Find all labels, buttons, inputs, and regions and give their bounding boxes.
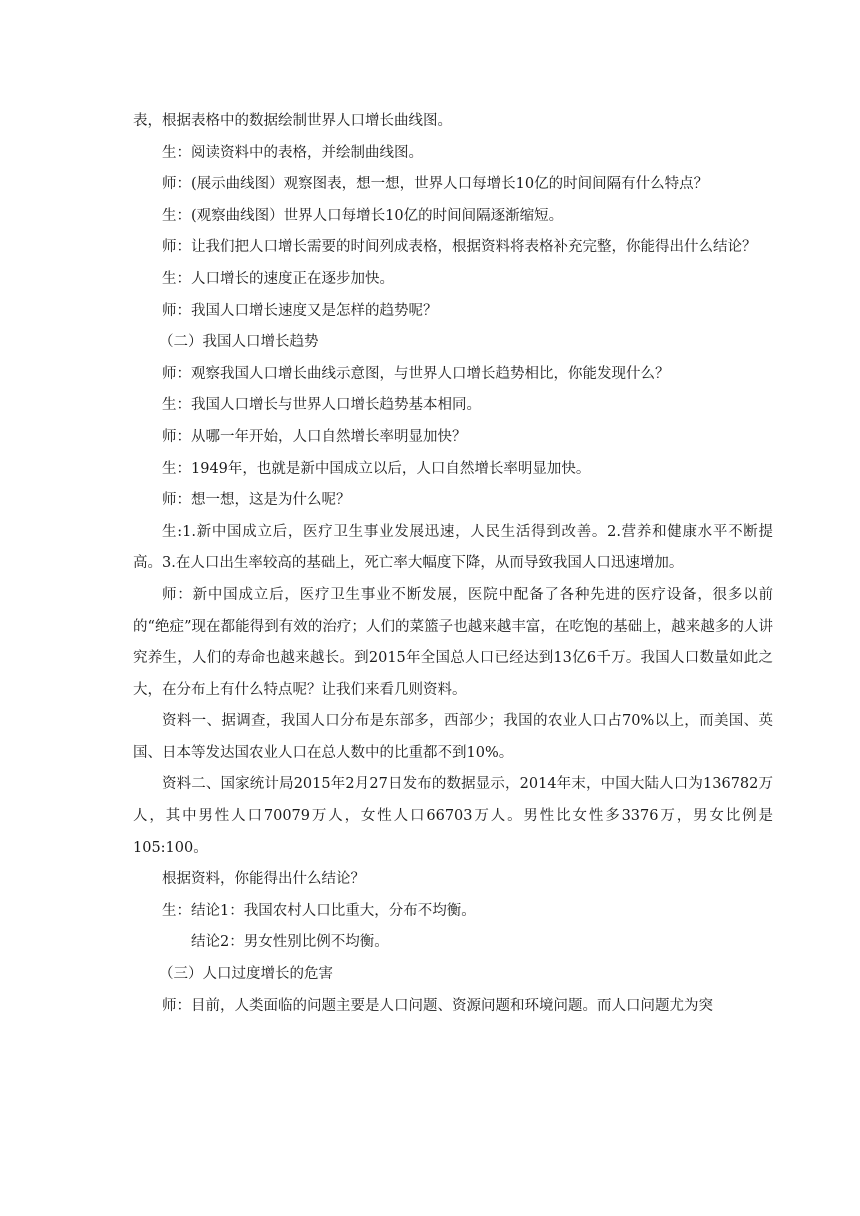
section-heading-china-trend: （二）我国人口增长趋势	[159, 334, 319, 351]
paragraph-student-reading: 生：阅读资料中的表格，并绘制曲线图。	[162, 144, 423, 161]
paragraph-conclusion-one: 生：结论1：我国农村人口比重大，分布不均衡。	[162, 902, 476, 919]
paragraph-student-speed: 生：人口增长的速度正在逐步加快。	[162, 270, 394, 287]
paragraph-student-1949: 生：1949年，也就是新中国成立以后，人口自然增长率明显加快。	[162, 460, 591, 477]
paragraph-student-observe: 生：(观察曲线图）世界人口每增长10亿的时间间隔逐渐缩短。	[162, 207, 564, 224]
paragraph-student-same: 生：我国人口增长与世界人口增长趋势基本相同。	[162, 397, 481, 414]
paragraph-question-conclusion: 根据资料，你能得出什么结论？	[162, 871, 365, 888]
paragraph-student-reasons: 生:1.新中国成立后，医疗卫生事业发展迅速，人民生活得到改善。2.营养和健康水平不断提高。3.在人口出生率较高的基础上，死亡率大幅度下降，从而导致我国人口迅速增加。	[133, 523, 773, 572]
paragraph-material-one: 资料一、据调查，我国人口分布是东部多，西部少；我国的农业人口占70%以上，而美国、英国、日本等发达国农业人口在总人数中的比重都不到10%。	[133, 713, 773, 761]
paragraph-continuation: 表，根据表格中的数据绘制世界人口增长曲线图。	[133, 113, 452, 129]
paragraph-teacher-observe: 师：观察我国人口增长曲线示意图，与世界人口增长趋势相比，你能发现什么？	[162, 365, 670, 382]
paragraph-teacher-problems: 师：目前，人类面临的问题主要是人口问题、资源问题和环境问题。而人口问题尤为突	[162, 997, 713, 1014]
paragraph-teacher-year: 师：从哪一年开始，人口自然增长率明显加快？	[162, 428, 467, 445]
paragraph-teacher-chart: 师：(展示曲线图）观察图表，想一想，世界人口每增长10亿的时间间隔有什么特点？	[162, 176, 709, 193]
section-heading-harm: （三）人口过度增长的危害	[159, 966, 333, 983]
paragraph-teacher-medical: 师：新中国成立后，医疗卫生事业不断发展，医院中配备了各种先进的医疗设备，很多以前的“绝症”现在都能得到有效的治疗；人们的菜篮子也越来越丰富，在吃饱的基础上，越来越多的人讲究养生，人们的寿命也越来越长。到2015年全国总人口已经达到13亿6千万。我国人口数量如此之大，在分布上有什么特点呢？让我们来看几则资料。	[133, 586, 773, 698]
paragraph-material-two: 资料二、国家统计局2015年2月27日发布的数据显示，2014年末，中国大陆人口为136782万人，其中男性人口70079万人，女性人口66703万人。男性比女性多3376万，男女比例是105:100。	[133, 776, 773, 856]
paragraph-conclusion-two: 结论2：男女性别比例不均衡。	[191, 934, 389, 951]
paragraph-teacher-table: 师：让我们把人口增长需要的时间列成表格，根据资料将表格补充完整，你能得出什么结论？	[162, 239, 757, 256]
paragraph-teacher-why: 师：想一想，这是为什么呢？	[162, 492, 351, 509]
document-body	[133, 106, 773, 1022]
paragraph-teacher-trend: 师：我国人口增长速度又是怎样的趋势呢？	[162, 302, 438, 319]
